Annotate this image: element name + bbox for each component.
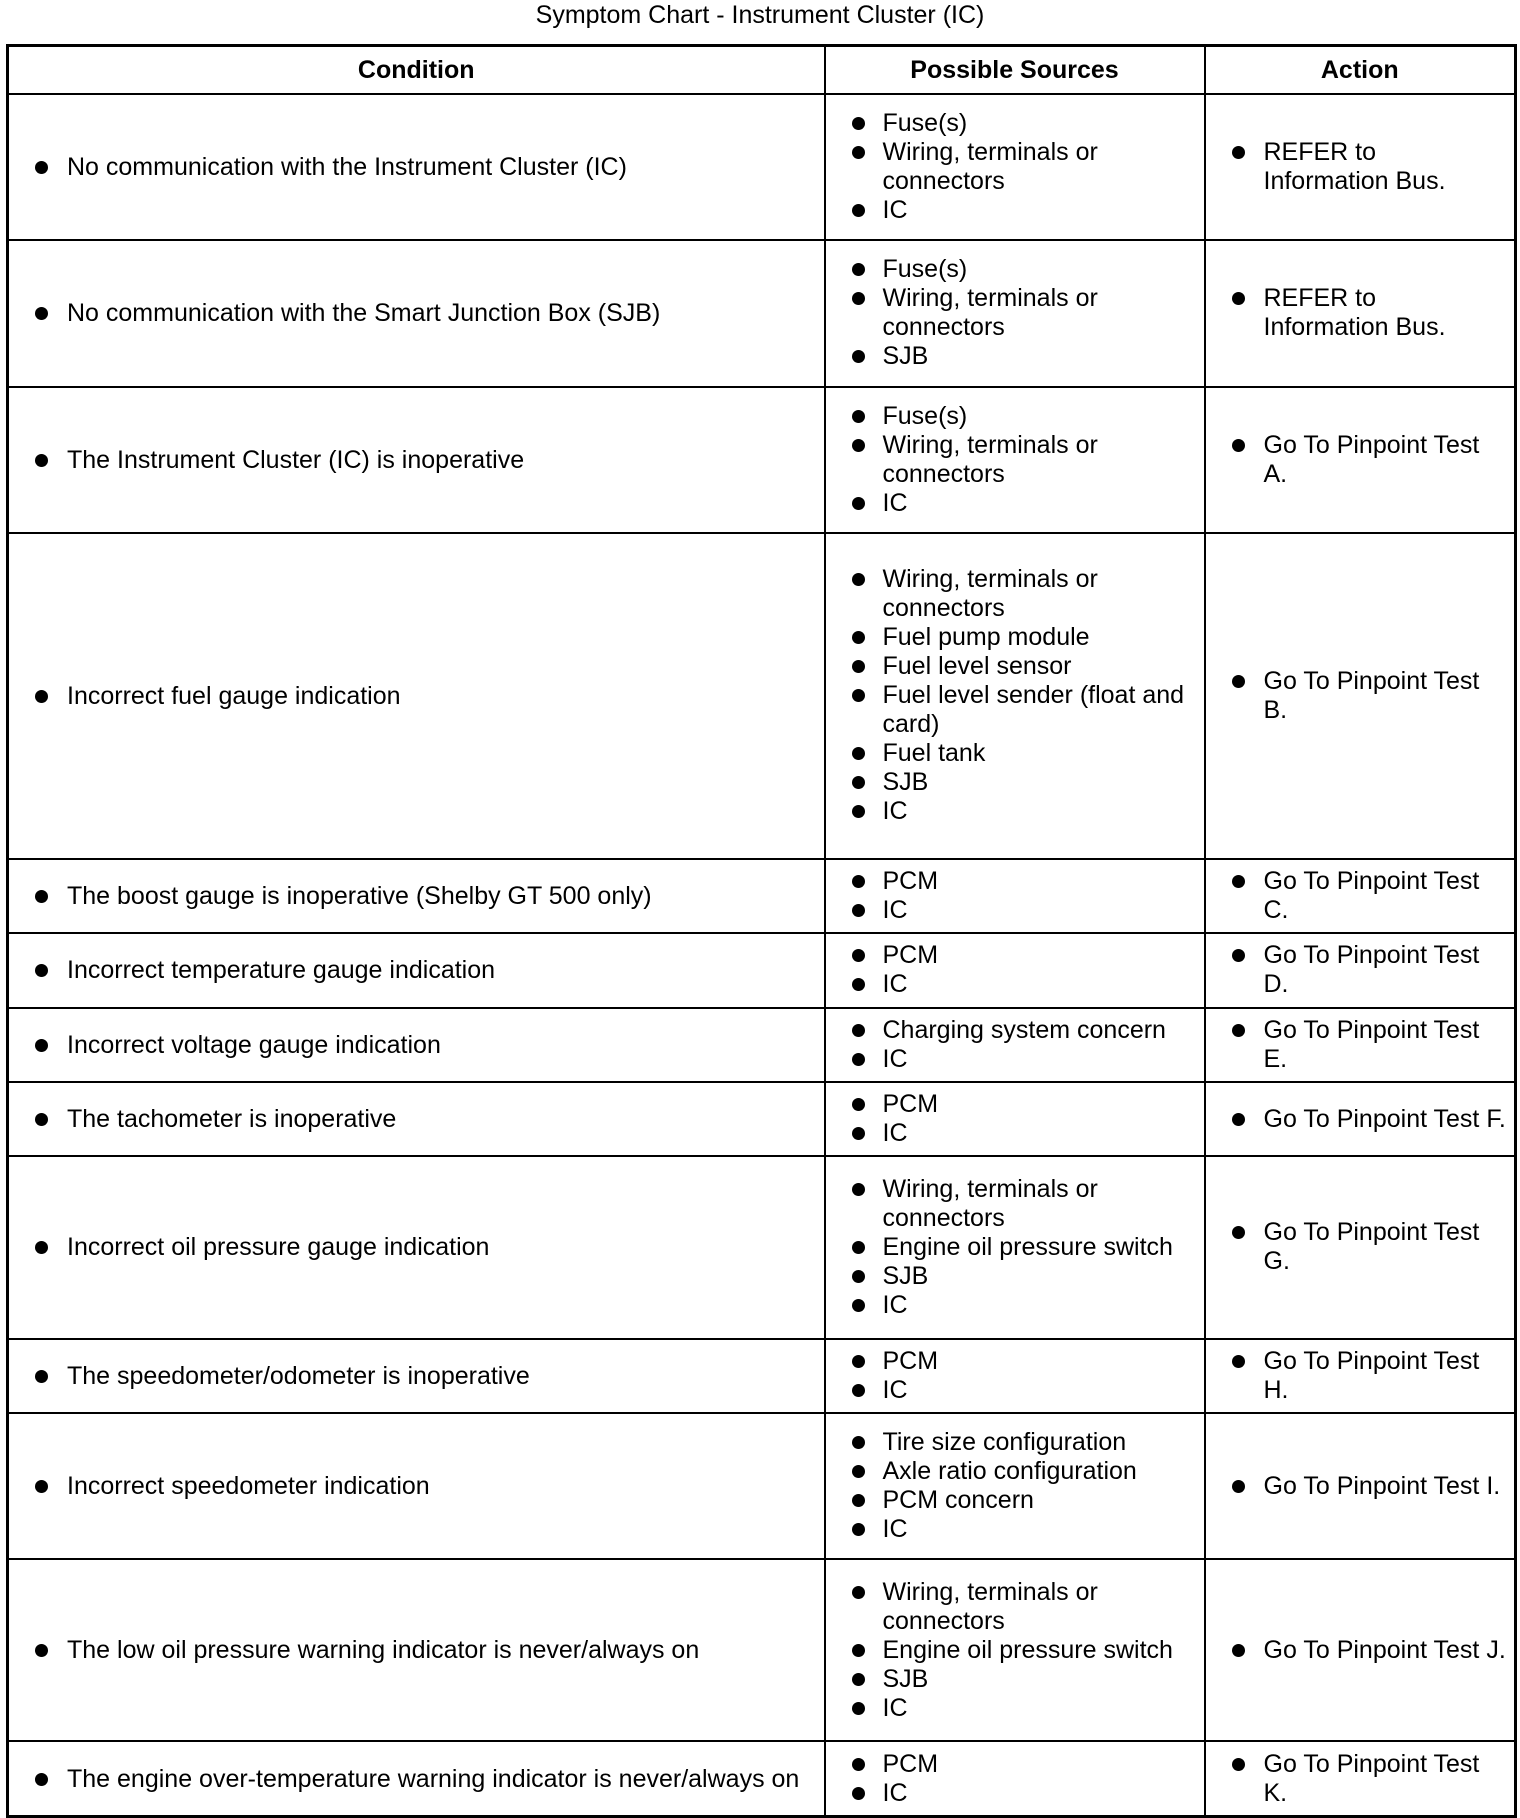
source-item: Wiring, terminals or connectors xyxy=(826,431,1204,489)
header-action: Action xyxy=(1205,46,1516,95)
source-item: Wiring, terminals or connectors xyxy=(826,565,1204,623)
possible-sources-cell xyxy=(825,1339,1205,1413)
table-row xyxy=(8,533,1516,859)
condition-cell xyxy=(8,1413,825,1559)
action-text: Go To Pinpoint Test E. xyxy=(1206,1016,1515,1074)
action-text: Go To Pinpoint Test G. xyxy=(1206,1218,1515,1276)
source-item: Fuse(s) xyxy=(826,402,1204,431)
action-text: Go To Pinpoint Test J. xyxy=(1206,1636,1515,1665)
source-item: SJB xyxy=(826,1665,1204,1694)
source-item: PCM xyxy=(826,1090,1204,1119)
action-cell xyxy=(1205,1339,1516,1413)
possible-sources-cell xyxy=(825,1156,1205,1338)
source-item: Wiring, terminals or connectors xyxy=(826,284,1204,342)
source-item: Fuse(s) xyxy=(826,255,1204,284)
condition-cell xyxy=(8,1082,825,1156)
source-item: PCM xyxy=(826,867,1204,896)
source-item: PCM xyxy=(826,1347,1204,1376)
action-cell xyxy=(1205,859,1516,933)
action-cell xyxy=(1205,1741,1516,1816)
source-item: Engine oil pressure switch xyxy=(826,1233,1204,1262)
header-condition: Condition xyxy=(8,46,825,95)
action-text: Go To Pinpoint Test H. xyxy=(1206,1347,1515,1405)
source-item: IC xyxy=(826,970,1204,999)
source-item: PCM concern xyxy=(826,1486,1204,1515)
source-item: Fuel level sensor xyxy=(826,652,1204,681)
source-item: IC xyxy=(826,1515,1204,1544)
condition-cell xyxy=(8,533,825,859)
action-text: Go To Pinpoint Test F. xyxy=(1206,1105,1515,1134)
table-row xyxy=(8,94,1516,240)
table-row xyxy=(8,1741,1516,1816)
source-item: Engine oil pressure switch xyxy=(826,1636,1204,1665)
source-item: SJB xyxy=(826,342,1204,371)
action-cell xyxy=(1205,1008,1516,1082)
action-text: Go To Pinpoint Test K. xyxy=(1206,1750,1515,1808)
table-row xyxy=(8,1339,1516,1413)
source-item: Tire size configuration xyxy=(826,1428,1204,1457)
action-text: REFER to Information Bus. xyxy=(1206,138,1515,196)
condition-text: Incorrect oil pressure gauge indication xyxy=(9,1232,824,1262)
possible-sources-cell xyxy=(825,1082,1205,1156)
condition-text: The speedometer/odometer is inoperative xyxy=(9,1361,824,1391)
possible-sources-cell xyxy=(825,1008,1205,1082)
source-item: SJB xyxy=(826,768,1204,797)
table-row xyxy=(8,1559,1516,1741)
condition-text: The boost gauge is inoperative (Shelby GT 500 only) xyxy=(9,881,824,911)
action-cell xyxy=(1205,933,1516,1007)
possible-sources-cell xyxy=(825,533,1205,859)
possible-sources-cell xyxy=(825,240,1205,386)
table-row xyxy=(8,1008,1516,1082)
source-item: Fuel level sender (float and card) xyxy=(826,681,1204,739)
action-cell xyxy=(1205,240,1516,386)
source-item: Charging system concern xyxy=(826,1016,1204,1045)
condition-text: The low oil pressure warning indicator is never/always on xyxy=(9,1635,824,1665)
source-item: IC xyxy=(826,196,1204,225)
symptom-rows xyxy=(8,94,1516,1817)
condition-text: The tachometer is inoperative xyxy=(9,1104,824,1134)
source-item: Wiring, terminals or connectors xyxy=(826,1578,1204,1636)
action-text: REFER to Information Bus. xyxy=(1206,284,1515,342)
condition-cell xyxy=(8,1008,825,1082)
action-cell xyxy=(1205,533,1516,859)
possible-sources-cell xyxy=(825,933,1205,1007)
possible-sources-cell xyxy=(825,1559,1205,1741)
condition-text: Incorrect fuel gauge indication xyxy=(9,681,824,711)
possible-sources-cell xyxy=(825,387,1205,533)
header-row xyxy=(8,46,1516,95)
action-cell xyxy=(1205,1156,1516,1338)
source-item: Fuel tank xyxy=(826,739,1204,768)
action-cell xyxy=(1205,1559,1516,1741)
possible-sources-cell xyxy=(825,94,1205,240)
condition-text: The engine over-temperature warning indicator is never/always on xyxy=(9,1764,824,1794)
source-item: IC xyxy=(826,1694,1204,1723)
source-item: IC xyxy=(826,1291,1204,1320)
condition-cell xyxy=(8,94,825,240)
source-item: Axle ratio configuration xyxy=(826,1457,1204,1486)
table-row xyxy=(8,933,1516,1007)
source-item: Fuse(s) xyxy=(826,109,1204,138)
possible-sources-cell xyxy=(825,1741,1205,1816)
source-item: PCM xyxy=(826,941,1204,970)
condition-cell xyxy=(8,387,825,533)
condition-cell xyxy=(8,1559,825,1741)
table-row xyxy=(8,240,1516,386)
source-item: IC xyxy=(826,489,1204,518)
condition-text: The Instrument Cluster (IC) is inoperative xyxy=(9,445,824,475)
source-item: Wiring, terminals or connectors xyxy=(826,138,1204,196)
action-text: Go To Pinpoint Test I. xyxy=(1206,1472,1515,1501)
document-title: Symptom Chart - Instrument Cluster (IC) xyxy=(535,1,985,29)
possible-sources-cell xyxy=(825,859,1205,933)
source-item: IC xyxy=(826,1779,1204,1808)
symptom-chart-table xyxy=(6,44,1517,1818)
action-text: Go To Pinpoint Test A. xyxy=(1206,431,1515,489)
source-item: Wiring, terminals or connectors xyxy=(826,1175,1204,1233)
source-item: SJB xyxy=(826,1262,1204,1291)
table-row xyxy=(8,387,1516,533)
action-cell xyxy=(1205,387,1516,533)
condition-text: Incorrect temperature gauge indication xyxy=(9,955,824,985)
table-row xyxy=(8,1413,1516,1559)
condition-text: Incorrect speedometer indication xyxy=(9,1471,824,1501)
condition-cell xyxy=(8,859,825,933)
action-cell xyxy=(1205,1413,1516,1559)
header-possible-sources: Possible Sources xyxy=(825,46,1205,95)
source-item: IC xyxy=(826,1119,1204,1148)
source-item: IC xyxy=(826,1376,1204,1405)
action-cell xyxy=(1205,1082,1516,1156)
possible-sources-cell xyxy=(825,1413,1205,1559)
action-text: Go To Pinpoint Test B. xyxy=(1206,667,1515,725)
table-row xyxy=(8,1082,1516,1156)
condition-text: No communication with the Smart Junction Box (SJB) xyxy=(9,298,824,328)
condition-cell xyxy=(8,1156,825,1338)
condition-text: Incorrect voltage gauge indication xyxy=(9,1030,824,1060)
source-item: IC xyxy=(826,797,1204,826)
condition-cell xyxy=(8,933,825,1007)
condition-cell xyxy=(8,1339,825,1413)
source-item: IC xyxy=(826,1045,1204,1074)
condition-text: No communication with the Instrument Cluster (IC) xyxy=(9,152,824,182)
action-text: Go To Pinpoint Test D. xyxy=(1206,941,1515,999)
source-item: IC xyxy=(826,896,1204,925)
condition-cell xyxy=(8,240,825,386)
action-text: Go To Pinpoint Test C. xyxy=(1206,867,1515,925)
source-item: PCM xyxy=(826,1750,1204,1779)
action-cell xyxy=(1205,94,1516,240)
condition-cell xyxy=(8,1741,825,1816)
table-row xyxy=(8,859,1516,933)
table-row xyxy=(8,1156,1516,1338)
source-item: Fuel pump module xyxy=(826,623,1204,652)
